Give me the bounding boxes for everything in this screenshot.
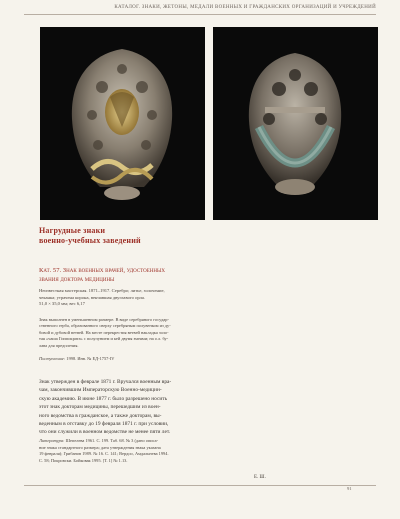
literature-line: ние знака стандартного размера; дата утверждения знака указана [39,444,161,450]
catalog-entry-meta [39,288,269,308]
catalog-entry-source [39,356,114,361]
footer-divider [24,485,376,486]
body-line: этот знак докторам медицины, перешедшим из воен- [39,404,161,411]
catalog-entry-title [39,267,279,284]
description-line: Знак выполнен в уменьшенном размере. В виде серебряного государ- [39,317,169,322]
catalog-entry-description [39,317,271,349]
meta-line: чеканка; утрачена корона, венчавшая двуглавого орла. [39,294,146,300]
literature-label: Литература: [39,438,65,443]
badge-front-illustration [40,27,205,220]
meta-line: 51,0 × 35,0 мм; вес 6,17 [39,301,85,307]
description-line: ственного герба, образованного сверху серебряным полувенком из ду- [39,323,171,329]
badge-front-photo [40,27,205,220]
literature-line: С. 58; Покровски. Бойковак 1995. [Т. 1] № 1.13. [39,457,128,463]
section-title-line: военно-учебных заведений [39,236,141,245]
body-line: чам, закончившим Императорскую Военно-медицин- [39,387,162,394]
body-line: ного ведомства в гражданское, а также докторам, вы- [39,412,162,419]
section-title [39,226,141,246]
badge-back-photo [213,27,378,220]
running-header: КАТАЛОГ. ЗНАКИ, ЖЕТОНЫ, МЕДАЛИ ВОЕННЫХ И ГРАЖДАНСКИХ ОРГАНИЗАЦИЙ И УЧРЕЖДЕНИЙ [114,5,376,10]
catalog-entry-title-line: Кат. 57. Знак военных врачей, удостоенных [39,267,165,274]
section-title-line: Нагрудные знаки [39,226,106,235]
body-line: что они служили в военном ведомстве не менее пяти лет. [39,429,171,436]
literature-line: Шепелева 1961. С. 199. Таб. 68. № 3 (дано описа- [65,438,159,443]
description-line: бовой и дубовой ветвей. На месте перекрестия ветвей накладка золо- [39,329,169,335]
literature-references [39,438,271,464]
author-initials: Е. Ш. [254,475,266,480]
body-line: веденным в отставку до 19 февраля 1871 г. при условии, [39,421,169,428]
page-number: 91 [347,486,352,491]
body-line: Знак утвержден в феврале 1871 г. Вручался военным вра- [39,379,172,385]
source-value: 1998. Инв. № ЕД-1757-IV [66,356,115,361]
description-line: лава для предплечия. [39,342,79,348]
meta-line: Неизвестная мастерская. 1871–1917. Серебро; литье, золочение, [39,288,165,293]
source-label: Поступление: [39,356,66,361]
body-paragraph [39,378,271,437]
catalog-entry-title-line: звания доктора медицины [39,275,115,283]
description-line: тая «чаша Гиппократа» с полулунием и кей двумя змеями; на о.л. бу- [39,336,169,342]
body-line: скую академию. В июне 1877 г. было разрешено носить [39,395,168,402]
badge-back-illustration [213,27,378,220]
header-divider [24,14,376,15]
literature-line: 19 февраля); Грибанов 1989. № 16. С. 141; Вердоо, Амдальнева 1994. [39,451,169,457]
